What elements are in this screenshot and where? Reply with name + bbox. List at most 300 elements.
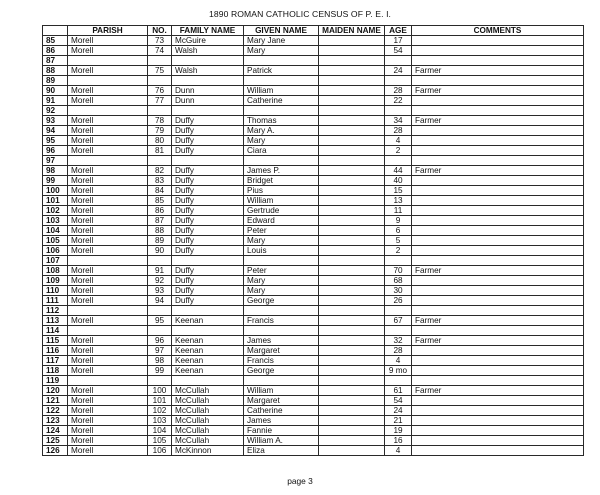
maiden-name-cell — [319, 106, 385, 116]
parish-cell: Morell — [68, 126, 148, 136]
table-row — [43, 116, 584, 126]
family-name-cell: Duffy — [172, 206, 244, 216]
maiden-name-cell — [319, 176, 385, 186]
family-name-cell: Keenan — [172, 336, 244, 346]
page-number: page 3 — [287, 476, 313, 486]
row-number-cell: 85 — [43, 36, 68, 46]
parish-cell: Morell — [68, 146, 148, 156]
family-name-cell: McCullah — [172, 396, 244, 406]
family-name-cell: Dunn — [172, 96, 244, 106]
age-cell: 44 — [385, 166, 412, 176]
row-number-cell: 115 — [43, 336, 68, 346]
given-name-cell: Peter — [244, 266, 319, 276]
parish-cell: Morell — [68, 196, 148, 206]
table-row — [43, 196, 584, 206]
age-cell: 28 — [385, 346, 412, 356]
number-cell — [148, 326, 172, 336]
number-cell: 77 — [148, 96, 172, 106]
parish-cell: Morell — [68, 216, 148, 226]
age-cell: 24 — [385, 66, 412, 76]
parish-cell: Morell — [68, 286, 148, 296]
given-name-cell: James P. — [244, 166, 319, 176]
given-name-cell: Mary A. — [244, 126, 319, 136]
row-number-cell: 99 — [43, 176, 68, 186]
table-row — [43, 366, 584, 376]
comments-cell — [412, 246, 584, 256]
maiden-name-cell — [319, 36, 385, 46]
family-name-cell: McGuire — [172, 36, 244, 46]
comments-cell: Farmer — [412, 66, 584, 76]
given-name-cell: Margaret — [244, 396, 319, 406]
parish-cell: Morell — [68, 396, 148, 406]
comments-cell — [412, 176, 584, 186]
number-cell: 105 — [148, 436, 172, 446]
age-cell: 9 — [385, 216, 412, 226]
maiden-name-cell — [319, 346, 385, 356]
comments-cell: Farmer — [412, 86, 584, 96]
comments-cell — [412, 126, 584, 136]
table-row — [43, 206, 584, 216]
table-row — [43, 216, 584, 226]
column-header-parish: PARISH — [68, 26, 148, 36]
row-number-cell: 126 — [43, 446, 68, 456]
age-cell: 19 — [385, 426, 412, 436]
given-name-cell: Gertrude — [244, 206, 319, 216]
table-row — [43, 306, 584, 316]
census-body — [43, 36, 584, 456]
family-name-cell: McCullah — [172, 416, 244, 426]
parish-cell — [68, 256, 148, 266]
maiden-name-cell — [319, 406, 385, 416]
family-name-cell: McCullah — [172, 406, 244, 416]
maiden-name-cell — [319, 326, 385, 336]
comments-cell — [412, 296, 584, 306]
number-cell: 81 — [148, 146, 172, 156]
maiden-name-cell — [319, 236, 385, 246]
given-name-cell: Francis — [244, 356, 319, 366]
comments-cell — [412, 96, 584, 106]
number-cell — [148, 56, 172, 66]
table-row — [43, 356, 584, 366]
comments-cell — [412, 416, 584, 426]
comments-cell — [412, 216, 584, 226]
number-cell — [148, 256, 172, 266]
given-name-cell: Ciara — [244, 146, 319, 156]
number-cell: 91 — [148, 266, 172, 276]
table-row — [43, 166, 584, 176]
table-row — [43, 236, 584, 246]
number-cell: 97 — [148, 346, 172, 356]
age-cell: 30 — [385, 286, 412, 296]
row-number-cell: 123 — [43, 416, 68, 426]
parish-cell: Morell — [68, 186, 148, 196]
number-cell: 82 — [148, 166, 172, 176]
table-row — [43, 326, 584, 336]
row-number-cell: 105 — [43, 236, 68, 246]
age-cell: 4 — [385, 356, 412, 366]
maiden-name-cell — [319, 196, 385, 206]
maiden-name-cell — [319, 226, 385, 236]
given-name-cell — [244, 76, 319, 86]
number-cell: 80 — [148, 136, 172, 146]
parish-cell — [68, 306, 148, 316]
age-cell: 17 — [385, 36, 412, 46]
comments-cell — [412, 276, 584, 286]
row-number-cell: 95 — [43, 136, 68, 146]
table-row — [43, 286, 584, 296]
age-cell: 24 — [385, 406, 412, 416]
family-name-cell: Walsh — [172, 66, 244, 76]
table-row — [43, 376, 584, 386]
age-cell: 9 mo — [385, 366, 412, 376]
number-cell: 88 — [148, 226, 172, 236]
family-name-cell — [172, 156, 244, 166]
family-name-cell: Keenan — [172, 346, 244, 356]
table-row — [43, 386, 584, 396]
parish-cell: Morell — [68, 66, 148, 76]
comments-cell — [412, 196, 584, 206]
family-name-cell — [172, 376, 244, 386]
parish-cell: Morell — [68, 316, 148, 326]
given-name-cell: William — [244, 386, 319, 396]
parish-cell — [68, 56, 148, 66]
maiden-name-cell — [319, 266, 385, 276]
row-number-cell: 116 — [43, 346, 68, 356]
number-cell: 99 — [148, 366, 172, 376]
maiden-name-cell — [319, 396, 385, 406]
row-number-cell: 91 — [43, 96, 68, 106]
row-number-cell: 97 — [43, 156, 68, 166]
comments-cell: Farmer — [412, 166, 584, 176]
number-cell — [148, 376, 172, 386]
table-row — [43, 246, 584, 256]
column-header-no: NO. — [148, 26, 172, 36]
comments-cell: Farmer — [412, 316, 584, 326]
maiden-name-cell — [319, 306, 385, 316]
maiden-name-cell — [319, 356, 385, 366]
comments-cell — [412, 446, 584, 456]
maiden-name-cell — [319, 336, 385, 346]
family-name-cell: McCullah — [172, 386, 244, 396]
comments-cell: Farmer — [412, 386, 584, 396]
row-number-cell: 86 — [43, 46, 68, 56]
family-name-cell: Keenan — [172, 316, 244, 326]
row-number-cell: 88 — [43, 66, 68, 76]
given-name-cell — [244, 106, 319, 116]
number-cell: 103 — [148, 416, 172, 426]
age-cell: 34 — [385, 116, 412, 126]
table-row — [43, 256, 584, 266]
age-cell — [385, 76, 412, 86]
number-cell: 101 — [148, 396, 172, 406]
maiden-name-cell — [319, 46, 385, 56]
given-name-cell: Catherine — [244, 96, 319, 106]
number-cell: 78 — [148, 116, 172, 126]
number-cell: 74 — [148, 46, 172, 56]
age-cell — [385, 56, 412, 66]
column-header-row-number — [43, 26, 68, 36]
comments-cell — [412, 46, 584, 56]
age-cell — [385, 376, 412, 386]
given-name-cell: Eliza — [244, 446, 319, 456]
family-name-cell: Duffy — [172, 136, 244, 146]
row-number-cell: 92 — [43, 106, 68, 116]
column-header-comments: COMMENTS — [412, 26, 584, 36]
table-row — [43, 136, 584, 146]
given-name-cell: Mary — [244, 236, 319, 246]
number-cell: 94 — [148, 296, 172, 306]
comments-cell — [412, 36, 584, 46]
maiden-name-cell — [319, 146, 385, 156]
comments-cell: Farmer — [412, 336, 584, 346]
row-number-cell: 89 — [43, 76, 68, 86]
document-title: 1890 ROMAN CATHOLIC CENSUS OF P. E. I. — [208, 9, 392, 19]
maiden-name-cell — [319, 316, 385, 326]
parish-cell: Morell — [68, 356, 148, 366]
number-cell: 90 — [148, 246, 172, 256]
family-name-cell — [172, 106, 244, 116]
age-cell — [385, 306, 412, 316]
given-name-cell: James — [244, 336, 319, 346]
maiden-name-cell — [319, 206, 385, 216]
maiden-name-cell — [319, 186, 385, 196]
age-cell — [385, 326, 412, 336]
row-number-cell: 110 — [43, 286, 68, 296]
comments-cell — [412, 146, 584, 156]
maiden-name-cell — [319, 156, 385, 166]
row-number-cell: 90 — [43, 86, 68, 96]
comments-cell — [412, 436, 584, 446]
parish-cell: Morell — [68, 236, 148, 246]
parish-cell: Morell — [68, 246, 148, 256]
row-number-cell: 122 — [43, 406, 68, 416]
parish-cell: Morell — [68, 406, 148, 416]
row-number-cell: 102 — [43, 206, 68, 216]
given-name-cell: Pius — [244, 186, 319, 196]
row-number-cell: 114 — [43, 326, 68, 336]
row-number-cell: 111 — [43, 296, 68, 306]
table-row — [43, 276, 584, 286]
age-cell — [385, 156, 412, 166]
given-name-cell: William — [244, 196, 319, 206]
number-cell: 95 — [148, 316, 172, 326]
comments-cell — [412, 256, 584, 266]
number-cell — [148, 156, 172, 166]
given-name-cell: Mary — [244, 46, 319, 56]
table-row — [43, 346, 584, 356]
family-name-cell: Duffy — [172, 296, 244, 306]
number-cell: 79 — [148, 126, 172, 136]
table-row — [43, 86, 584, 96]
number-cell: 87 — [148, 216, 172, 226]
family-name-cell: Duffy — [172, 226, 244, 236]
age-cell: 26 — [385, 296, 412, 306]
given-name-cell — [244, 156, 319, 166]
parish-cell: Morell — [68, 226, 148, 236]
row-number-cell: 104 — [43, 226, 68, 236]
number-cell: 75 — [148, 66, 172, 76]
parish-cell: Morell — [68, 386, 148, 396]
maiden-name-cell — [319, 136, 385, 146]
row-number-cell: 113 — [43, 316, 68, 326]
comments-cell — [412, 156, 584, 166]
maiden-name-cell — [319, 276, 385, 286]
table-row — [43, 66, 584, 76]
age-cell: 15 — [385, 186, 412, 196]
table-row — [43, 266, 584, 276]
table-row — [43, 186, 584, 196]
number-cell: 92 — [148, 276, 172, 286]
age-cell: 4 — [385, 136, 412, 146]
family-name-cell: Duffy — [172, 286, 244, 296]
parish-cell — [68, 156, 148, 166]
comments-cell — [412, 356, 584, 366]
age-cell: 21 — [385, 416, 412, 426]
age-cell: 11 — [385, 206, 412, 216]
family-name-cell — [172, 306, 244, 316]
given-name-cell: Mary Jane — [244, 36, 319, 46]
table-row — [43, 176, 584, 186]
age-cell: 28 — [385, 86, 412, 96]
table-row — [43, 146, 584, 156]
column-header-family-name: FAMILY NAME — [172, 26, 244, 36]
parish-cell — [68, 76, 148, 86]
parish-cell — [68, 376, 148, 386]
row-number-cell: 106 — [43, 246, 68, 256]
number-cell: 106 — [148, 446, 172, 456]
parish-cell: Morell — [68, 36, 148, 46]
row-number-cell: 108 — [43, 266, 68, 276]
given-name-cell — [244, 376, 319, 386]
family-name-cell: Duffy — [172, 186, 244, 196]
age-cell: 2 — [385, 146, 412, 156]
column-header-maiden-name: MAIDEN NAME — [319, 26, 385, 36]
table-row — [43, 426, 584, 436]
parish-cell: Morell — [68, 346, 148, 356]
row-number-cell: 103 — [43, 216, 68, 226]
table-row — [43, 436, 584, 446]
family-name-cell: Duffy — [172, 236, 244, 246]
age-cell: 4 — [385, 446, 412, 456]
table-row — [43, 76, 584, 86]
table-row — [43, 96, 584, 106]
comments-cell — [412, 346, 584, 356]
given-name-cell: Edward — [244, 216, 319, 226]
comments-cell — [412, 326, 584, 336]
number-cell — [148, 76, 172, 86]
given-name-cell: Mary — [244, 286, 319, 296]
maiden-name-cell — [319, 436, 385, 446]
row-number-cell: 125 — [43, 436, 68, 446]
parish-cell: Morell — [68, 46, 148, 56]
age-cell: 5 — [385, 236, 412, 246]
row-number-cell: 109 — [43, 276, 68, 286]
comments-cell — [412, 406, 584, 416]
parish-cell: Morell — [68, 446, 148, 456]
age-cell: 6 — [385, 226, 412, 236]
age-cell — [385, 106, 412, 116]
table-row — [43, 316, 584, 326]
table-row — [43, 36, 584, 46]
parish-cell: Morell — [68, 96, 148, 106]
family-name-cell: McKinnon — [172, 446, 244, 456]
family-name-cell: Duffy — [172, 216, 244, 226]
row-number-cell: 96 — [43, 146, 68, 156]
maiden-name-cell — [319, 246, 385, 256]
comments-cell — [412, 366, 584, 376]
maiden-name-cell — [319, 166, 385, 176]
family-name-cell: McCullah — [172, 426, 244, 436]
maiden-name-cell — [319, 216, 385, 226]
given-name-cell: Fannie — [244, 426, 319, 436]
maiden-name-cell — [319, 386, 385, 396]
given-name-cell: Mary — [244, 136, 319, 146]
table-row — [43, 396, 584, 406]
number-cell: 85 — [148, 196, 172, 206]
maiden-name-cell — [319, 376, 385, 386]
comments-cell — [412, 106, 584, 116]
family-name-cell: Duffy — [172, 266, 244, 276]
given-name-cell — [244, 56, 319, 66]
family-name-cell: Walsh — [172, 46, 244, 56]
age-cell: 61 — [385, 386, 412, 396]
maiden-name-cell — [319, 366, 385, 376]
number-cell: 104 — [148, 426, 172, 436]
parish-cell — [68, 326, 148, 336]
number-cell: 89 — [148, 236, 172, 246]
family-name-cell: Duffy — [172, 196, 244, 206]
number-cell: 84 — [148, 186, 172, 196]
parish-cell: Morell — [68, 336, 148, 346]
given-name-cell: James — [244, 416, 319, 426]
row-number-cell: 119 — [43, 376, 68, 386]
table-row — [43, 446, 584, 456]
family-name-cell — [172, 326, 244, 336]
maiden-name-cell — [319, 56, 385, 66]
maiden-name-cell — [319, 296, 385, 306]
age-cell: 16 — [385, 436, 412, 446]
family-name-cell — [172, 76, 244, 86]
header-row — [43, 26, 584, 36]
parish-cell: Morell — [68, 416, 148, 426]
number-cell — [148, 306, 172, 316]
given-name-cell — [244, 256, 319, 266]
comments-cell — [412, 186, 584, 196]
number-cell — [148, 106, 172, 116]
parish-cell: Morell — [68, 136, 148, 146]
age-cell: 2 — [385, 246, 412, 256]
row-number-cell: 98 — [43, 166, 68, 176]
number-cell: 96 — [148, 336, 172, 346]
table-row — [43, 226, 584, 236]
parish-cell: Morell — [68, 266, 148, 276]
family-name-cell: Duffy — [172, 276, 244, 286]
parish-cell: Morell — [68, 86, 148, 96]
parish-cell: Morell — [68, 296, 148, 306]
family-name-cell: McCullah — [172, 436, 244, 446]
age-cell: 28 — [385, 126, 412, 136]
table-row — [43, 296, 584, 306]
comments-cell — [412, 206, 584, 216]
comments-cell — [412, 76, 584, 86]
maiden-name-cell — [319, 446, 385, 456]
comments-cell — [412, 396, 584, 406]
comments-cell — [412, 136, 584, 146]
parish-cell — [68, 106, 148, 116]
family-name-cell: Duffy — [172, 166, 244, 176]
number-cell: 102 — [148, 406, 172, 416]
column-header-age: AGE — [385, 26, 412, 36]
